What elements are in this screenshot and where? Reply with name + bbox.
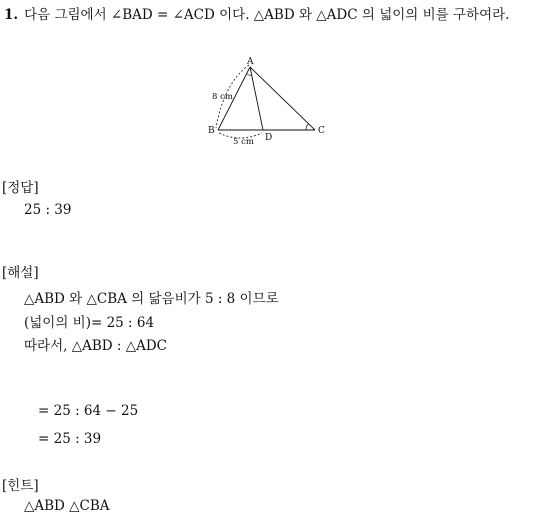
vertex-a-label: A — [247, 57, 254, 67]
explanation-line-5: = 25 : 39 — [38, 431, 102, 447]
segment-ad-line — [250, 67, 263, 130]
explanation-line-4: = 25 : 64 − 25 — [38, 403, 139, 419]
explanation-line-3: 따라서, △ABD : △ADC — [24, 338, 167, 354]
vertex-d-label: D — [265, 133, 273, 143]
side-ac-line — [250, 67, 315, 130]
side-ab-length: 8 cm — [212, 92, 233, 102]
hint-text: △ABD △CBA — [24, 498, 110, 514]
side-bd-length: 5 cm — [233, 137, 254, 147]
question-text — [4, 4, 532, 26]
triangle-diagram — [200, 53, 340, 149]
question-body: 다음 그림에서 ∠BAD = ∠ACD 이다. △ABD 와 △ADC 의 넓이의 비를 구하여라. — [24, 7, 510, 23]
vertex-c-label: C — [318, 126, 325, 136]
explanation-heading: [해설] — [2, 265, 39, 281]
explanation-line-1: △ABD 와 △CBA 의 닮음비가 5 : 8 이므로 — [24, 291, 279, 307]
answer-heading: [정답] — [2, 180, 39, 196]
angle-acd-mark — [306, 124, 309, 130]
answer-value: 25 : 39 — [24, 202, 72, 218]
vertex-b-label: B — [208, 126, 215, 136]
question-number: 1. — [4, 7, 19, 23]
explanation-line-2: (넓이의 비)= 25 : 64 — [24, 315, 155, 331]
hint-heading: [힌트] — [2, 478, 39, 494]
triangle-figure — [200, 53, 340, 149]
